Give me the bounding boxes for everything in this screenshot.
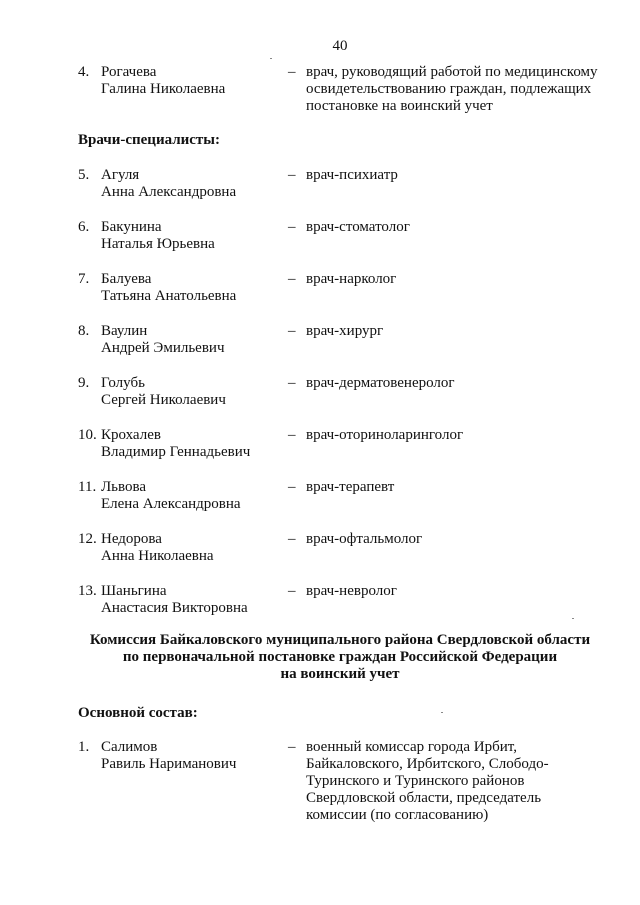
entry-dash: – [288,219,296,235]
scan-speck [441,712,443,713]
entry-given-names: Наталья Юрьевна [101,236,215,252]
entry-number: 11. [78,479,97,495]
entry-number: 12. [78,531,97,547]
main-composition-heading: Основной состав: [78,705,198,721]
entry-role-line: освидетельствованию граждан, подлежащих [306,81,592,97]
entry-dash: – [288,323,296,339]
commission-title-line: на воинский учет [280,666,400,682]
entry-role: врач-стоматолог [306,219,410,235]
entry-number: 6. [78,219,90,235]
entry-role: врач-офтальмолог [306,531,423,547]
entry-surname: Львова [101,479,147,495]
entry-dash: – [288,427,296,443]
scan-speck [572,618,574,619]
entry-given-names: Анна Николаевна [101,548,214,564]
entry-dash: – [288,375,296,391]
entry-number: 4. [78,64,90,80]
entry-number: 9. [78,375,90,391]
entry-given-names: Владимир Геннадьевич [101,444,251,460]
entry-dash: – [288,167,296,183]
entry-role-line: врач, руководящий работой по медицинскому [306,64,598,80]
entry-number: 8. [78,323,90,339]
entry-dash: – [288,739,296,755]
entry-number: 5. [78,167,90,183]
entry-given-names: Анна Александровна [101,184,237,200]
entry-dash: – [288,531,296,547]
entry-given-names: Андрей Эмильевич [101,340,225,356]
entry-dash: – [288,583,296,599]
entry-role-line: комиссии (по согласованию) [306,807,489,823]
entry-role-line: Туринского и Туринского районов [306,773,525,789]
scan-speck [270,58,272,59]
entry-role-line: постановке на воинский учет [306,98,493,114]
entry-role: врач-терапевт [306,479,395,495]
entry-number: 7. [78,271,90,287]
entry-role-line: Байкаловского, Ирбитского, Слободо- [306,756,549,772]
entry-given-names: Равиль Нариманович [101,756,237,772]
entry-role: врач-нарколог [306,271,397,287]
entry-given-names: Татьяна Анатольевна [101,288,237,304]
entry-role: врач-психиатр [306,167,398,183]
entry-role-line: Свердловской области, председатель [306,790,542,806]
entry-given-names: Сергей Николаевич [101,392,226,408]
entry-role: врач-хирург [306,323,384,339]
entry-surname: Голубь [101,375,145,391]
commission-title-line: по первоначальной постановке граждан Российской Федерации [122,649,558,665]
entry-number: 1. [78,739,90,755]
entry-dash: – [288,64,296,80]
commission-title-line: Комиссия Байкаловского муниципального района Свердловской области [89,632,591,648]
specialists-heading: Врачи-специалисты: [78,132,221,148]
entry-surname: Балуева [101,271,152,287]
entry-surname: Салимов [101,739,158,755]
entry-role: врач-дерматовенеролог [306,375,455,391]
entry-given-names: Галина Николаевна [101,81,226,97]
entry-surname: Крохалев [101,427,161,443]
entry-surname: Ваулин [101,323,148,339]
entry-number: 13. [78,583,97,599]
page-number: 40 [332,38,348,54]
entry-given-names: Анастасия Викторовна [101,600,248,616]
entry-surname: Агуля [101,167,140,183]
entry-role: врач-невролог [306,583,397,599]
entry-surname: Бакунина [101,219,162,235]
entry-surname: Рогачева [101,64,157,80]
entry-dash: – [288,271,296,287]
entry-surname: Шаньгина [101,583,167,599]
entry-surname: Недорова [101,531,162,547]
entry-given-names: Елена Александровна [101,496,241,512]
entry-dash: – [288,479,296,495]
entry-role: врач-оториноларинголог [306,427,464,443]
entry-role-line: военный комиссар города Ирбит, [306,739,517,755]
entry-number: 10. [78,427,97,443]
